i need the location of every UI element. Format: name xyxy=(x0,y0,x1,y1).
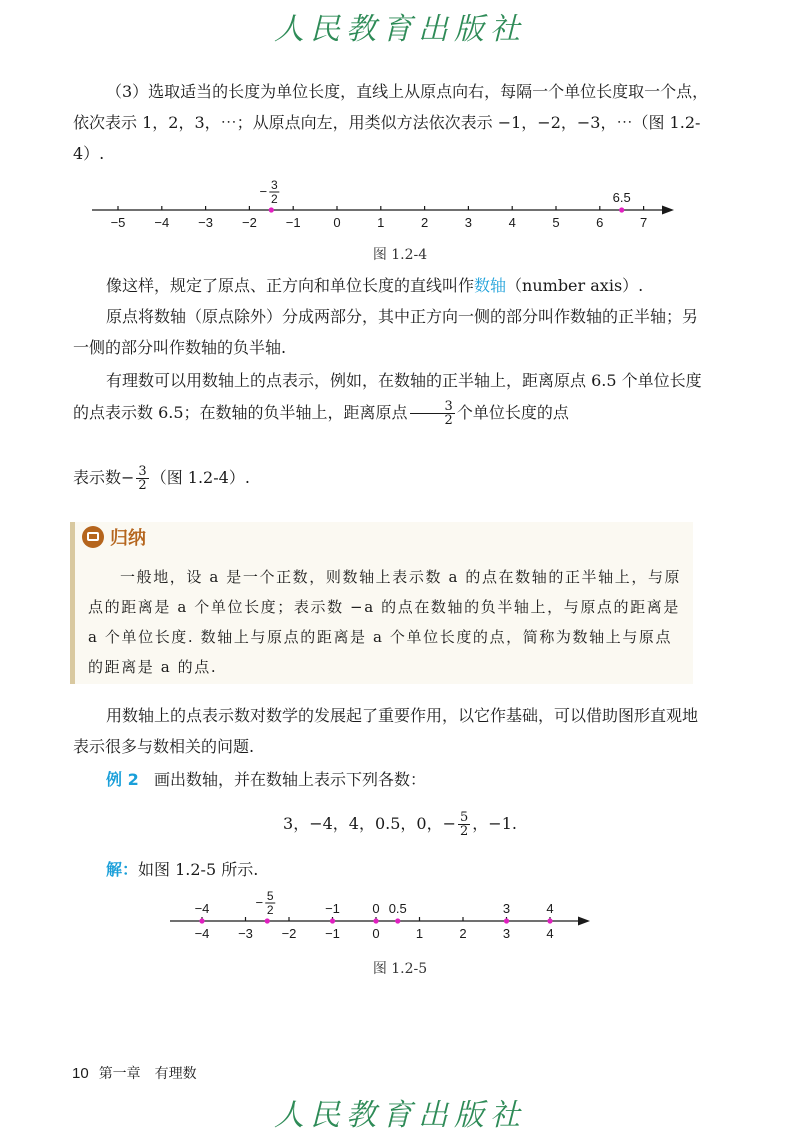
tick-label: −3 xyxy=(198,215,214,230)
fraction-three-halves: $\frac{3}{2}$ xyxy=(410,400,455,427)
axis-arrow-2 xyxy=(578,917,590,926)
point-label-numerator: 3 xyxy=(270,178,278,192)
figure-2-caption: 图 1.2-5 xyxy=(372,961,428,977)
usage-paragraph: 用数轴上的点表示数对数学的发展起了重要作用，以它作基础，可以借助图形直观地表示很多与数相关的问题. xyxy=(73,706,699,756)
rational-text-b: 个单位长度的点 xyxy=(456,403,569,422)
definition-paragraph xyxy=(73,270,713,301)
point-marker xyxy=(547,918,552,923)
point-label: −1 xyxy=(325,901,340,916)
tick-label: 1 xyxy=(377,215,385,230)
chapter-title: 第一章 有理数 xyxy=(98,1066,197,1082)
point-marker xyxy=(265,918,270,923)
point-label-sign: − xyxy=(255,895,264,910)
intro-paragraph: （3）选取适当的长度为单位长度，直线上从原点向右，每隔一个单位长度取一个点，依次表示 1，2，3，⋯；从原点向左，用类似方法依次表示 −1，−2，−3，⋯（图 1.2-4）. xyxy=(73,82,709,163)
tick-label: −1 xyxy=(325,926,340,941)
example-prompt-text: 画出数轴，并在数轴上表示下列各数： xyxy=(153,770,426,789)
tick-label: 0 xyxy=(333,215,341,230)
tick-label: −4 xyxy=(154,215,170,230)
term-number-axis: 数轴 xyxy=(474,276,507,295)
point-label: 6.5 xyxy=(612,190,631,205)
page-footer xyxy=(72,1063,197,1083)
tick-label: 0 xyxy=(372,926,380,941)
number-line-figure-1 xyxy=(80,166,690,240)
example-prompt xyxy=(106,764,746,795)
point-marker xyxy=(504,918,509,923)
point-label-sign: − xyxy=(259,184,268,199)
point-label: 0.5 xyxy=(388,901,407,916)
point-label: −4 xyxy=(194,901,210,916)
solution-line xyxy=(106,854,746,885)
number-line-figure-2 xyxy=(160,884,600,944)
tick-label: 2 xyxy=(459,926,467,941)
tick-label: 4 xyxy=(546,926,554,941)
tick-label: 2 xyxy=(420,215,429,230)
tick-label: 6 xyxy=(596,215,604,230)
page-number: 10 xyxy=(72,1065,89,1082)
point-marker xyxy=(619,207,624,212)
tick-label: 4 xyxy=(508,215,516,230)
tick-label: 5 xyxy=(552,215,560,230)
example-numbers xyxy=(0,800,800,848)
summary-title: 归纳 xyxy=(110,528,146,549)
tick-label: −5 xyxy=(110,215,126,230)
rational-point-paragraph xyxy=(73,365,713,429)
point-marker xyxy=(330,918,335,923)
point-label: 3 xyxy=(502,901,511,916)
rational-text-c: 表示数− xyxy=(73,468,135,487)
fraction-three-halves-2: $\frac{3}{2}$ xyxy=(138,464,147,493)
solution-text: 如图 1.2-5 所示. xyxy=(138,860,259,879)
axis-arrow xyxy=(662,206,674,215)
half-axis-paragraph: 原点将数轴（原点除外）分成两部分，其中正方向一侧的部分叫作数轴的正半轴；另一侧的部分叫作数轴的负半轴. xyxy=(73,307,699,357)
tick-label: 3 xyxy=(464,215,473,230)
solution-label: 解： xyxy=(106,860,139,879)
tick-label: 1 xyxy=(415,926,424,941)
publisher-logo-bottom: 人民教育出版社 xyxy=(274,1098,526,1133)
point-label-numerator: 5 xyxy=(266,889,274,903)
summary-text: 一般地，设 a 是一个正数，则数轴上表示数 a 的点在数轴的正半轴上，与原点的距离是 a 个单位长度；表示数 −a 的点在数轴的负半轴上，与原点的距离是 a 个单位长度. 数轴上与原点的距离是 a 个单位长度的点，简称为数轴上与原点的距离是 a 的点. xyxy=(88,568,682,676)
numbers-text-b: ，−1. xyxy=(472,814,517,833)
fraction-five-halves: $\frac{5}{2}$ xyxy=(460,810,469,839)
tick-label: −2 xyxy=(241,215,257,230)
numbers-text-a: 3，−4，4，0.5，0，− xyxy=(283,814,456,833)
summary-header xyxy=(82,524,146,550)
point-marker xyxy=(395,918,400,923)
rational-text-a: 有理数可以用数轴上的点表示，例如，在数轴的正半轴上，距离原点 6.5 个单位长度的点表示数 6.5；在数轴的负半轴上，距离原点 xyxy=(73,371,702,422)
point-label: 4 xyxy=(546,901,554,916)
tick-label: −4 xyxy=(194,926,210,941)
tick-label: −1 xyxy=(285,215,301,230)
point-label-denominator: 2 xyxy=(270,192,278,206)
tick-label: 7 xyxy=(639,215,648,230)
point-marker xyxy=(269,207,274,212)
publisher-logo-top: 人民教育出版社 xyxy=(274,12,526,47)
summary-book-icon xyxy=(82,526,104,548)
tick-label: 3 xyxy=(502,926,511,941)
point-label-denominator: 2 xyxy=(266,903,274,917)
point-marker xyxy=(373,918,378,923)
definition-text-after: （number axis）. xyxy=(506,276,644,295)
rational-point-paragraph-end xyxy=(73,462,713,493)
point-label: 0 xyxy=(372,901,380,916)
rational-text-d: （图 1.2-4）. xyxy=(150,468,250,487)
example-label: 例 2 xyxy=(106,770,139,789)
figure-1-caption: 图 1.2-4 xyxy=(372,247,428,263)
tick-label: −2 xyxy=(281,926,297,941)
point-marker xyxy=(199,918,204,923)
definition-text-before: 像这样，规定了原点、正方向和单位长度的直线叫作 xyxy=(106,276,475,295)
tick-label: −3 xyxy=(238,926,253,941)
